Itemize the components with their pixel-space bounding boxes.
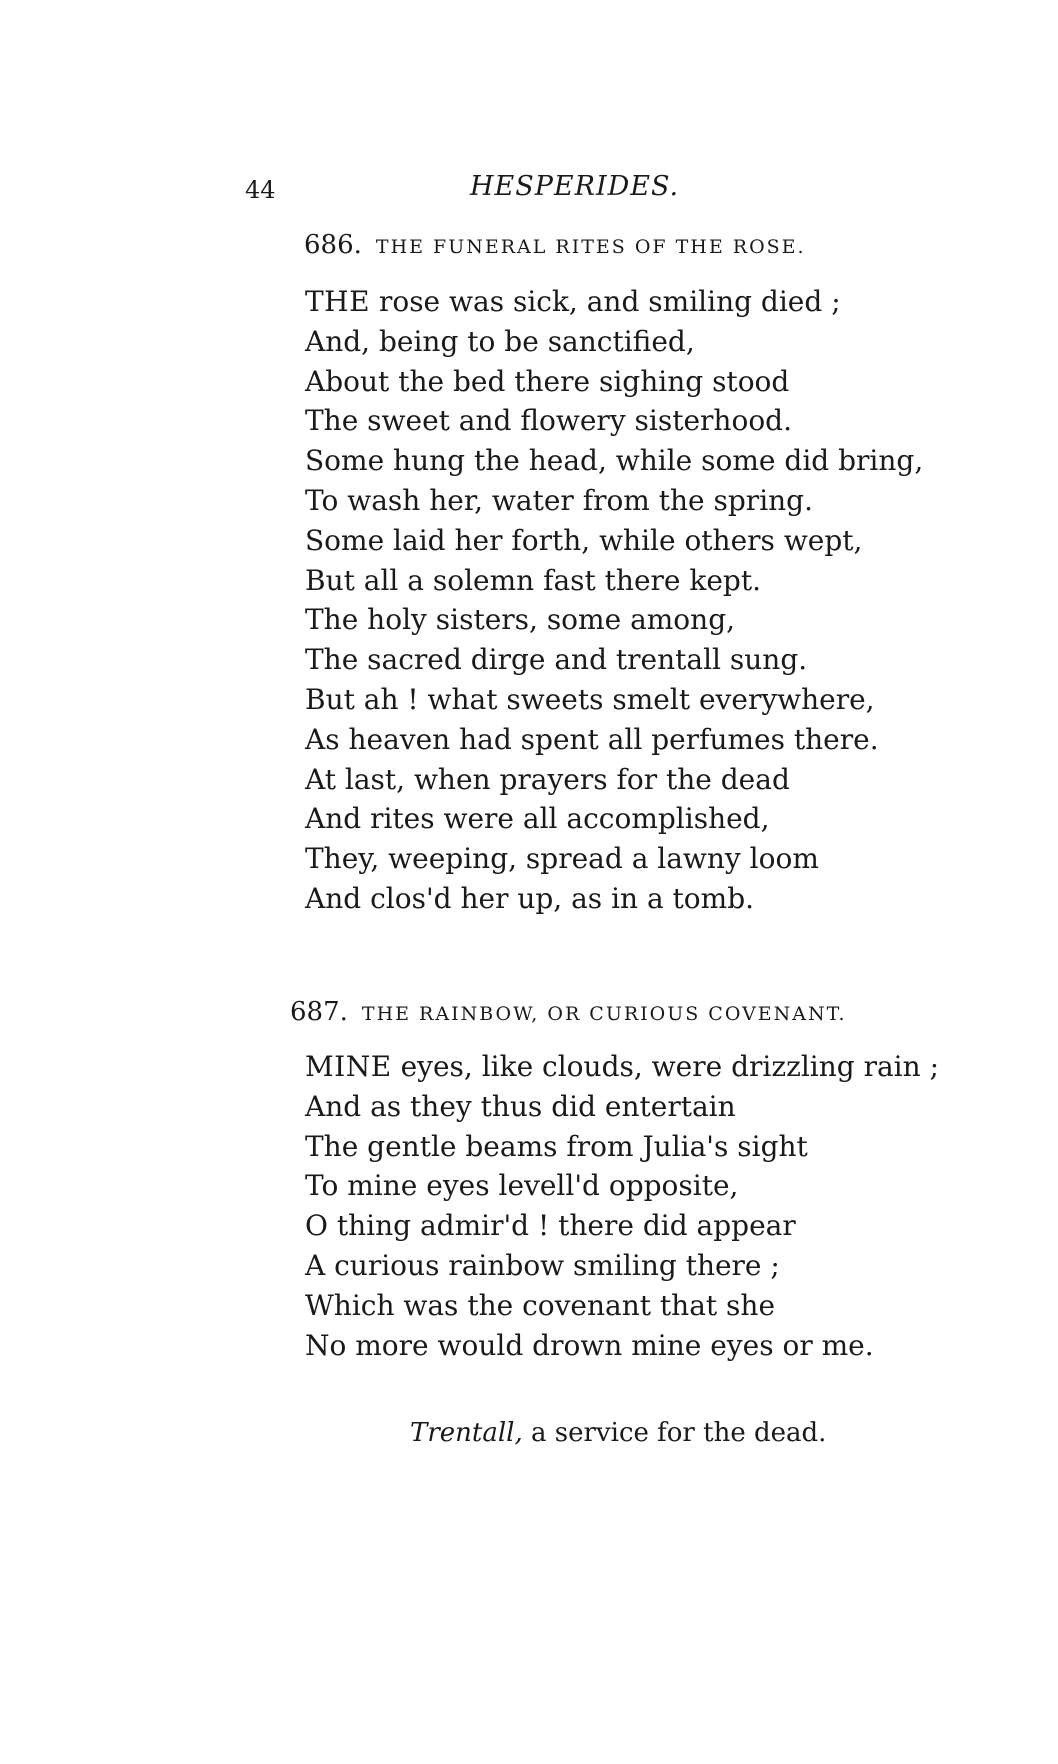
poem-title-686 (304, 230, 806, 262)
poem-686-body (305, 282, 923, 919)
poem-line: The sweet and flowery sisterhood. (305, 404, 793, 438)
poem-number: 686. (304, 230, 362, 260)
poem-line: And rites were all accomplished, (305, 802, 770, 836)
poem-line: And as they thus did entertain (305, 1089, 736, 1123)
poem-687-body (305, 1047, 939, 1365)
poem-first-word: THE (305, 285, 371, 318)
poem-line (305, 1047, 939, 1087)
poem-first-word: MINE (305, 1050, 392, 1083)
footnote (410, 1418, 826, 1448)
poem-line: Some hung the head, while some did bring, (305, 444, 924, 478)
poem-line: They, weeping, spread a lawny loom (305, 842, 819, 876)
poem-line (305, 282, 923, 322)
poem-line: O thing admir'd ! there did appear (305, 1209, 796, 1243)
poem-first-line-rest: eyes, like clouds, were drizzling rain ; (391, 1050, 939, 1083)
poem-line: But all a solemn fast there kept. (305, 563, 761, 597)
poem-number: 687. (290, 997, 348, 1027)
poem-title-687 (290, 997, 847, 1029)
poem-title-text: THE RAINBOW, OR CURIOUS COVENANT. (361, 1003, 847, 1025)
footnote-definition: a service for the dead. (522, 1418, 827, 1448)
poem-line: At last, when prayers for the dead (305, 762, 790, 796)
poem-first-line-rest: rose was sick, and smiling died ; (370, 285, 841, 318)
poem-line: Some laid her forth, while others wept, (305, 523, 863, 557)
poem-line: The sacred dirge and trentall sung. (305, 643, 808, 677)
footnote-term: Trentall, (410, 1418, 523, 1448)
page-number: 44 (245, 176, 276, 204)
poem-line: The holy sisters, some among, (305, 603, 736, 637)
poem-line: No more would drown mine eyes or me. (305, 1328, 874, 1362)
poem-line: The gentle beams from Julia's sight (305, 1129, 808, 1163)
poem-line: About the bed there sighing stood (305, 364, 790, 398)
poem-line: And, being to be sanctified, (305, 324, 695, 358)
poem-line: As heaven had spent all perfumes there. (305, 722, 879, 756)
poem-line: A curious rainbow smiling there ; (305, 1248, 780, 1282)
poem-line: To mine eyes levell'd opposite, (305, 1169, 739, 1203)
running-head: HESPERIDES. (470, 171, 680, 202)
poem-line: To wash her, water from the spring. (305, 483, 814, 517)
poem-line: But ah ! what sweets smelt everywhere, (305, 682, 875, 716)
poem-title-text: THE FUNERAL RITES OF THE ROSE. (375, 236, 806, 258)
poem-line: Which was the covenant that she (305, 1288, 776, 1322)
poem-line: And clos'd her up, as in a tomb. (305, 881, 755, 915)
